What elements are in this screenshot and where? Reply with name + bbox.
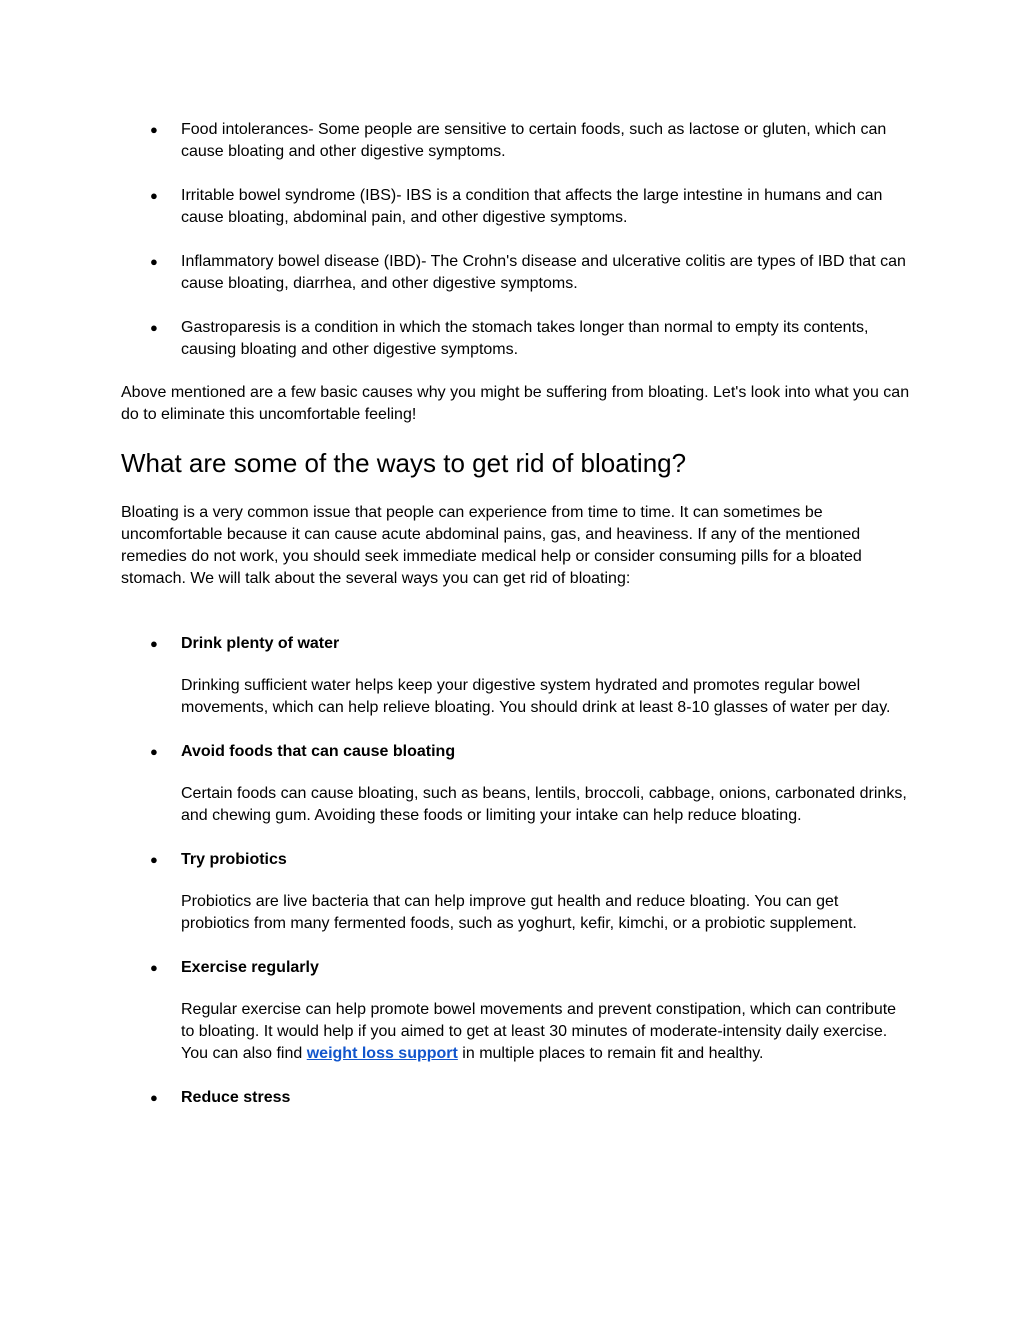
tip-body: Drinking sufficient water helps keep your digestive system hydrated and promotes regular bowel movements, which can help relieve bloating. You should drink at least 8-10 glasses of water per day. [181, 677, 891, 716]
bullet-icon: ● [150, 254, 158, 269]
tip-item [121, 633, 911, 719]
bullet-icon: ● [150, 636, 158, 651]
tip-item [121, 957, 911, 1065]
list-item [121, 185, 911, 229]
bullet-icon: ● [150, 122, 158, 137]
list-item [121, 119, 911, 163]
tip-title [121, 957, 911, 979]
bullet-icon: ● [150, 320, 158, 335]
tip-title [121, 741, 911, 763]
bullet-icon: ● [150, 852, 158, 867]
bullet-icon: ● [150, 1090, 158, 1105]
tip-title [121, 849, 911, 871]
list-item-text: Irritable bowel syndrome (IBS)- IBS is a condition that affects the large intestine in humans and can cause bloating, abdominal pain, and other digestive symptoms. [181, 187, 883, 226]
tip-body [121, 999, 911, 1065]
tip-body: Probiotics are live bacteria that can help improve gut health and reduce bloating. You can get probiotics from many fermented foods, such as yoghurt, kefir, kimchi, or a probiotic supplement. [181, 893, 857, 932]
tip-item [121, 1087, 911, 1109]
bullet-icon: ● [150, 744, 158, 759]
tip-title-text: Avoid foods that can cause bloating [181, 743, 456, 760]
tip-item [121, 741, 911, 827]
tip-body-text: in multiple places to remain fit and healthy. [457, 1045, 764, 1062]
bullet-icon: ● [150, 960, 158, 975]
tip-body-text: Regular exercise can help promote bowel movements and prevent constipation, which can contribute to bloating. It would help if you aimed to get at least 30 minutes of moderate-intensity daily exercise. You can also find [181, 1001, 897, 1062]
section-heading: What are some of the ways to get rid of bloating? [121, 448, 687, 478]
tip-title-text: Exercise regularly [181, 959, 319, 976]
tips-list [121, 633, 911, 1109]
list-item-text: Inflammatory bowel disease (IBD)- The Crohn's disease and ulcerative colitis are types of IBD that can cause bloating, diarrhea, and other digestive symptoms. [181, 253, 906, 292]
section-paragraph: Bloating is a very common issue that people can experience from time to time. It can sometimes be uncomfortable because it can cause acute abdominal pains, gas, and heaviness. If any of the mentioned remedies do not work, you should seek immediate medical help or consider consuming pills for a bloated stomach. We will talk about the several ways you can get rid of bloating: [121, 504, 862, 587]
causes-list [121, 119, 911, 383]
list-item-text: Gastroparesis is a condition in which the stomach takes longer than normal to empty its contents, causing bloating and other digestive symptoms. [181, 319, 869, 358]
summary-paragraph: Above mentioned are a few basic causes why you might be suffering from bloating. Let's look into what you can do to eliminate this uncomfortable feeling! [121, 384, 910, 423]
tip-title [121, 633, 911, 655]
tip-title-text: Try probiotics [181, 851, 287, 868]
list-item-text: Food intolerances- Some people are sensitive to certain foods, such as lactose or gluten, which can cause bloating and other digestive symptoms. [181, 121, 887, 160]
tip-title-text: Drink plenty of water [181, 635, 340, 652]
tip-item [121, 849, 911, 935]
tip-title-text: Reduce stress [181, 1089, 291, 1106]
list-item [121, 317, 911, 361]
bullet-icon: ● [150, 188, 158, 203]
tip-body: Certain foods can cause bloating, such as beans, lentils, broccoli, cabbage, onions, carbonated drinks, and chewing gum. Avoiding these foods or limiting your intake can help reduce bloating. [181, 785, 907, 824]
list-item [121, 251, 911, 295]
tip-title [121, 1087, 911, 1109]
weight-loss-support-link[interactable]: weight loss support [306, 1045, 458, 1062]
